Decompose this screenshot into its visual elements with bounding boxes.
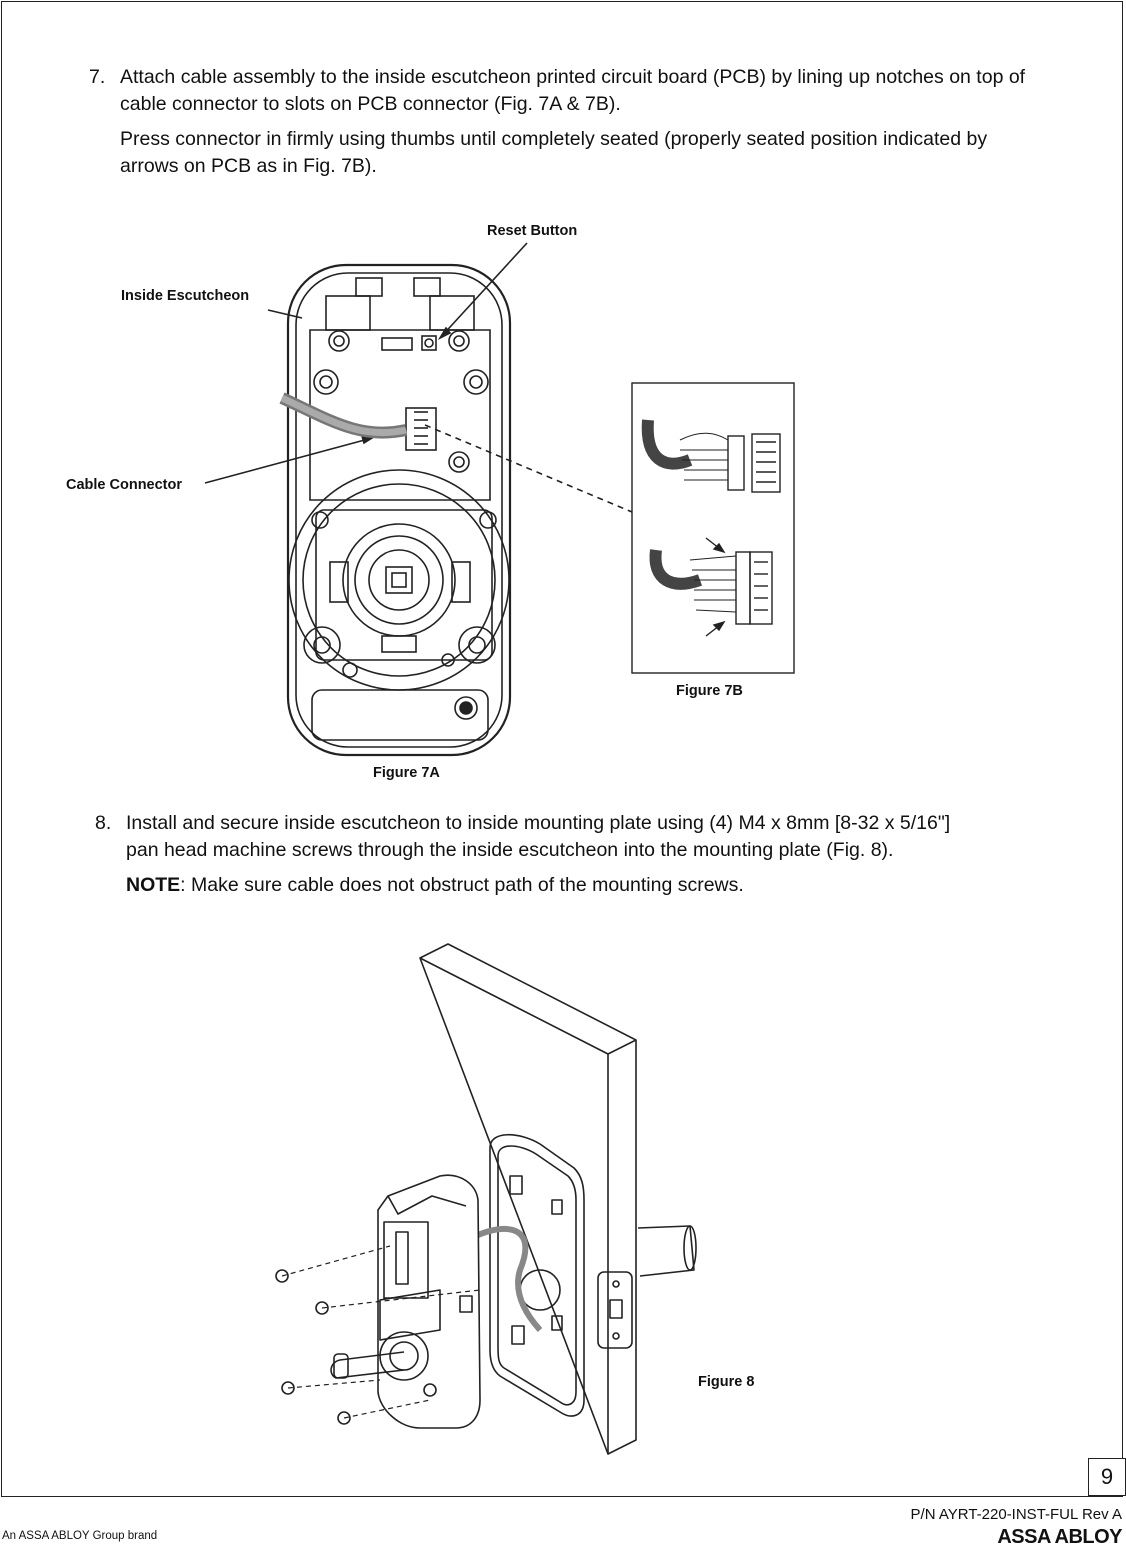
callout-reset-button: Reset Button <box>487 223 578 239</box>
callout-inside-escutcheon: Inside Escutcheon <box>121 288 250 304</box>
step-7-instruction-2: Press connector in firmly using thumbs until completely seated (properly seated position indicated by arrows on PCB as in Fig. 7B). <box>120 128 988 177</box>
note-label: NOTE <box>126 874 181 896</box>
figure-8-caption: Figure 8 <box>698 1374 755 1390</box>
page-number: 9 <box>1088 1458 1126 1496</box>
note-text: : Make sure cable does not obstruct path of the mounting screws. <box>180 874 744 896</box>
part-number: P/N AYRT-220-INST-FUL Rev A <box>910 1506 1122 1523</box>
assa-abloy-logo: ASSA ABLOY <box>997 1526 1122 1548</box>
callout-cable-connector: Cable Connector <box>66 477 183 493</box>
step-7-instruction: Attach cable assembly to the inside escutcheon printed circuit board (PCB) by lining up notches on top of cable connector to slots on PCB connector (Fig. 7A & 7B). <box>120 66 1026 115</box>
figure-7a-caption: Figure 7A <box>373 765 440 781</box>
step-7-number: 7. <box>89 66 106 88</box>
figure-7b-caption: Figure 7B <box>676 683 743 699</box>
step-8-instruction: Install and secure inside escutcheon to inside mounting plate using (4) M4 x 8mm [8-32 x 5/16"] pan head machine screws through the inside escutcheon into the mounting plate (Fig. 8). <box>126 812 951 861</box>
step-8-number: 8. <box>95 812 112 834</box>
brand-note: An ASSA ABLOY Group brand <box>2 1530 158 1542</box>
